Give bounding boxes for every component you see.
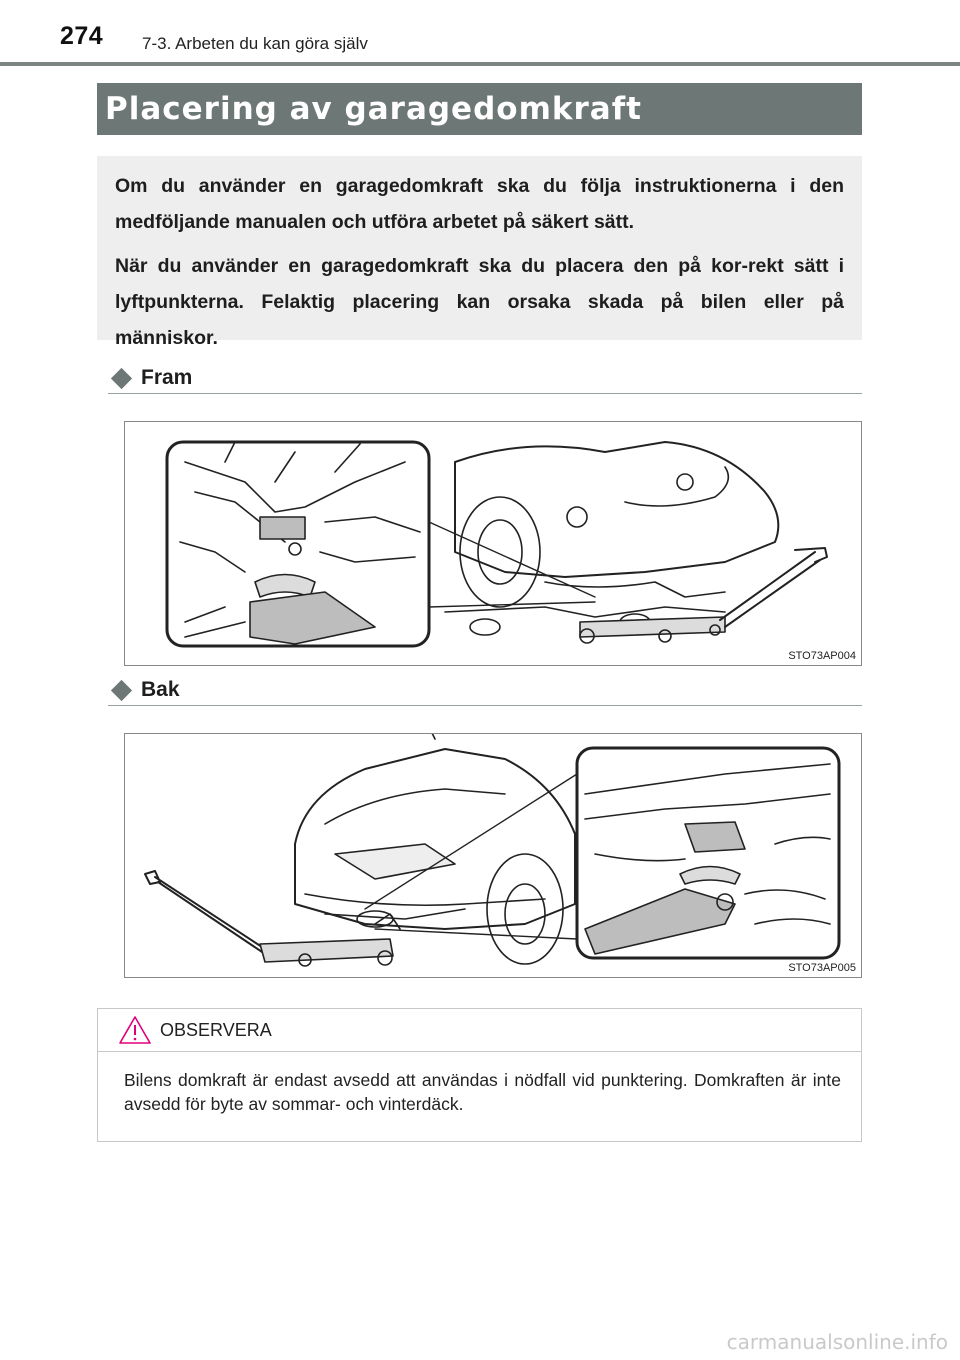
title-bar [97, 83, 862, 135]
page-number: 274 [60, 22, 104, 50]
note-heading: OBSERVERA [160, 1019, 272, 1040]
warning-triangle-icon [118, 1015, 152, 1045]
subhead-fram [108, 363, 862, 394]
rear-jack-illustration [125, 734, 861, 977]
note-header [98, 1009, 861, 1052]
header-rule [0, 62, 960, 66]
subhead-label: Fram [141, 366, 193, 389]
figure-rear-jack [124, 733, 862, 978]
note-box [97, 1008, 862, 1142]
figure-code: STO73AP004 [788, 650, 856, 662]
figure-code: STO73AP005 [788, 962, 856, 974]
subhead-label: Bak [141, 678, 180, 701]
note-text: Bilens domkraft är endast avsedd att användas i nödfall vid punktering. Domkraften är inte avsedd för byte av sommar- och vinterdäck. [124, 1070, 841, 1114]
intro-box [97, 156, 862, 349]
watermark: carmanualsonline.info [726, 1330, 948, 1354]
subhead-bak [108, 675, 862, 706]
section-label: 7-3. Arbeten du kan göra själv [142, 34, 368, 53]
figure-front-jack [124, 421, 862, 666]
diamond-bullet-icon [111, 367, 132, 388]
front-jack-illustration [125, 422, 861, 665]
intro-paragraph: När du använder en garagedomkraft ska du placera den på kor-rekt sätt i lyftpunkterna. Felaktig placering kan orsaka skada på bilen eller på människor. [115, 255, 844, 349]
diamond-bullet-icon [111, 679, 132, 700]
intro-paragraph: Om du använder en garagedomkraft ska du följa instruktionerna i den medföljande manualen och utföra arbetet på säkert sätt. [115, 175, 844, 233]
page-title: Placering av garagedomkraft [105, 91, 643, 127]
